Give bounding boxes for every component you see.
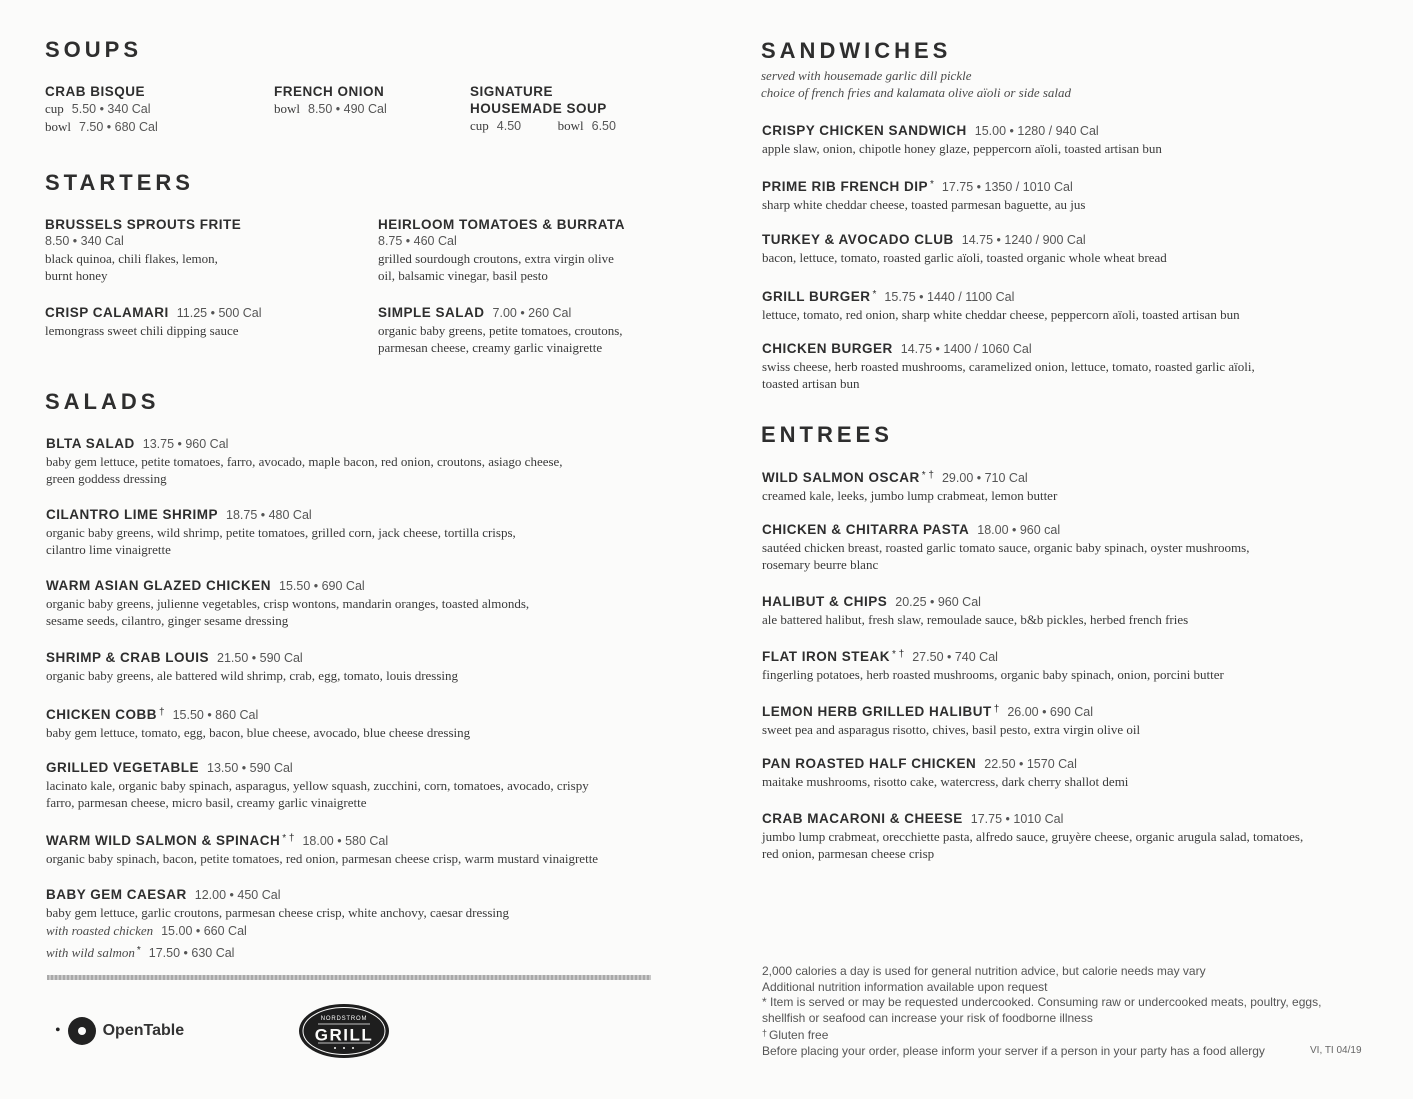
- item-description: black quinoa, chili flakes, lemon,: [45, 251, 218, 266]
- item-description: lacinato kale, organic baby spinach, asparagus, yellow squash, zucchini, corn, tomatoes, avocado, crispy: [46, 778, 589, 793]
- item-name: CRISP CALAMARI: [45, 305, 169, 320]
- item-description: sesame seeds, cilantro, ginger sesame dressing: [46, 613, 289, 628]
- menu-item-brussels: [45, 216, 241, 284]
- item-price: 29.00 • 710 Cal: [941, 471, 1028, 485]
- menu-item-chitarra-pasta: [762, 521, 1249, 573]
- size-label: bowl: [45, 119, 71, 134]
- item-price: 8.50 • 490 Cal: [308, 102, 387, 116]
- item-name: CRISPY CHICKEN SANDWICH: [762, 123, 967, 138]
- item-name: CILANTRO LIME SHRIMP: [46, 507, 218, 522]
- menu-item-grilled-vegetable: [46, 759, 589, 811]
- item-description: baby gem lettuce, petite tomatoes, farro, avocado, maple bacon, red onion, croutons, asiago cheese,: [46, 454, 563, 469]
- grill-badge-icon: [298, 1003, 390, 1059]
- item-price: 22.50 • 1570 Cal: [984, 757, 1077, 771]
- item-name: BRUSSELS SPROUTS FRITE: [45, 217, 242, 232]
- item-name: PRIME RIB FRENCH DIP: [762, 179, 929, 194]
- item-description: cilantro lime vinaigrette: [46, 542, 171, 557]
- menu-item-half-chicken: [762, 755, 1128, 790]
- item-description: ale battered halibut, fresh slaw, remoulade sauce, b&b pickles, herbed french fries: [762, 612, 1189, 627]
- option-label: with roasted chicken: [46, 923, 154, 938]
- footnote-line: Gluten free: [769, 1028, 829, 1042]
- item-description: sautéed chicken breast, roasted garlic tomato sauce, organic baby spinach, oyster mushrooms,: [762, 540, 1250, 555]
- item-price: 15.50 • 860 Cal: [172, 708, 259, 722]
- item-description: burnt honey: [45, 268, 108, 283]
- footnote-line: shellfish or seafood can increase your risk of foodborne illness: [762, 1010, 1093, 1025]
- item-description: farro, parmesan cheese, micro basil, creamy garlic vinaigrette: [46, 795, 367, 810]
- gluten-free-mark: †: [993, 704, 1000, 715]
- item-name: BLTA SALAD: [46, 436, 135, 451]
- item-description: sharp white cheddar cheese, toasted parmesan baguette, au jus: [762, 197, 1086, 212]
- subtitle-line: choice of french fries and kalamata olive aïoli or side salad: [761, 84, 1072, 100]
- item-price: 17.75 • 1010 Cal: [970, 812, 1064, 826]
- item-description: green goddess dressing: [46, 471, 167, 486]
- size-label: cup: [45, 101, 64, 116]
- item-description: parmesan cheese, creamy garlic vinaigrette: [378, 340, 603, 355]
- size-label: bowl: [557, 118, 584, 133]
- menu-item-heirloom: [378, 216, 625, 284]
- undercooked-mark: *: [872, 289, 877, 300]
- item-description: oil, balsamic vinegar, basil pesto: [378, 268, 548, 283]
- item-name: WARM ASIAN GLAZED CHICKEN: [46, 578, 271, 593]
- item-name: CHICKEN COBB: [46, 707, 158, 722]
- item-name: CRAB BISQUE: [45, 84, 146, 99]
- item-price: 8.75 • 460 Cal: [378, 234, 457, 248]
- menu-item-crab-louis: [46, 649, 458, 684]
- starters-heading: STARTERS: [45, 170, 194, 195]
- menu-item-calamari: [45, 304, 262, 339]
- item-name: GRILL BURGER: [762, 289, 871, 304]
- nordstrom-grill-logo: [298, 1003, 390, 1059]
- menu-item-turkey-club: [762, 231, 1167, 266]
- item-description: jumbo lump crabmeat, orecchiette pasta, alfredo sauce, gruyère cheese, organic arugula salad, tomatoes,: [762, 829, 1304, 844]
- menu-item-signature-soup: [470, 83, 616, 135]
- item-name: SHRIMP & CRAB LOUIS: [46, 650, 210, 665]
- item-name: HOUSEMADE SOUP: [470, 101, 607, 116]
- opentable-logo: [55, 1016, 184, 1046]
- item-description: bacon, lettuce, tomato, roasted garlic aïoli, toasted organic whole wheat bread: [762, 250, 1167, 265]
- item-name: CHICKEN & CHITARRA PASTA: [762, 522, 970, 537]
- item-price: 11.25 • 500 Cal: [176, 306, 262, 320]
- allergen-marks: * †: [282, 833, 295, 844]
- item-price: 15.00 • 1280 / 940 Cal: [974, 124, 1099, 138]
- size-label: cup: [470, 118, 489, 133]
- item-name: HEIRLOOM TOMATOES & BURRATA: [378, 217, 625, 232]
- item-price: 8.50 • 340 Cal: [45, 234, 124, 248]
- allergen-marks: * †: [892, 649, 905, 660]
- item-description: lettuce, tomato, red onion, sharp white cheddar cheese, peppercorn aïoli, toasted artisan bun: [762, 307, 1240, 322]
- footnote-line: Additional nutrition information available upon request: [762, 979, 1048, 994]
- gluten-free-mark: †: [159, 707, 165, 718]
- item-price: 26.00 • 690 Cal: [1007, 705, 1093, 719]
- item-description: apple slaw, onion, chipotle honey glaze, peppercorn aïoli, toasted artisan bun: [762, 141, 1162, 156]
- option-price: 15.00 • 660 Cal: [161, 924, 247, 938]
- item-price: 4.50: [496, 119, 522, 133]
- menu-item-lemon-halibut: [762, 701, 1140, 738]
- opentable-wordmark: OpenTable: [102, 1022, 185, 1039]
- footnote-line: 2,000 calories a day is used for general nutrition advice, but calorie needs may vary: [762, 964, 1206, 978]
- item-price: 27.50 • 740 Cal: [912, 650, 998, 664]
- item-price: 13.75 • 960 Cal: [142, 437, 229, 451]
- menu-item-french-onion: [274, 83, 387, 118]
- item-price: 7.00 • 260 Cal: [492, 306, 572, 320]
- item-name: TURKEY & AVOCADO CLUB: [762, 232, 954, 247]
- item-description: lemongrass sweet chili dipping sauce: [45, 323, 239, 338]
- option-price: 17.50 • 630 Cal: [148, 946, 235, 960]
- item-description: swiss cheese, herb roasted mushrooms, caramelized onion, lettuce, tomato, roasted garlic aïoli,: [762, 359, 1255, 374]
- menu-item-blta: [46, 435, 563, 487]
- salads-heading: SALADS: [45, 389, 160, 414]
- item-description: organic baby spinach, bacon, petite tomatoes, red onion, parmesan cheese crisp, warm mustard vinaigrette: [46, 851, 599, 866]
- item-description: red onion, parmesan cheese crisp: [762, 846, 935, 861]
- option-label: with wild salmon: [46, 945, 135, 960]
- menu-item-chicken-burger: [762, 340, 1255, 392]
- item-name: FRENCH ONION: [274, 84, 385, 99]
- item-price: 14.75 • 1240 / 900 Cal: [961, 233, 1086, 247]
- item-description: organic baby greens, ale battered wild shrimp, crab, egg, tomato, louis dressing: [46, 668, 459, 683]
- grill-main-text: GRILL: [314, 1025, 374, 1045]
- footnote-line: Before placing your order, please inform your server if a person in your party has a food allergy: [762, 1043, 1265, 1058]
- item-description: baby gem lettuce, garlic croutons, parmesan cheese crisp, white anchovy, caesar dressing: [46, 905, 510, 920]
- subtitle-line: served with housemade garlic dill pickle: [761, 68, 972, 83]
- allergen-marks: * †: [921, 470, 934, 481]
- menu-item-halibut-chips: [762, 593, 1188, 628]
- menu-item-salmon-oscar: [762, 467, 1057, 504]
- menu-item-salmon-spinach: [46, 830, 598, 867]
- menu-item-chicken-cobb: [46, 704, 470, 741]
- item-description: creamed kale, leeks, jumbo lump crabmeat, lemon butter: [762, 488, 1058, 503]
- item-price: 20.25 • 960 Cal: [895, 595, 981, 609]
- item-description: fingerling potatoes, herb roasted mushrooms, organic baby spinach, onion, porcini butter: [762, 667, 1224, 682]
- item-price: 15.50 • 690 Cal: [279, 579, 365, 593]
- item-name: GRILLED VEGETABLE: [46, 760, 200, 775]
- item-name: BABY GEM CAESAR: [46, 887, 187, 902]
- menu-item-grill-burger: [762, 286, 1240, 323]
- menu-item-flat-iron: [762, 646, 1224, 683]
- entrees-heading: ENTREES: [761, 422, 893, 447]
- item-price: 12.00 • 450 Cal: [194, 888, 281, 902]
- menu-item-crispy-chicken: [762, 122, 1162, 157]
- item-name: WILD SALMON OSCAR: [762, 470, 920, 485]
- size-label: bowl: [274, 101, 300, 116]
- menu-item-cilantro-shrimp: [46, 506, 516, 558]
- item-description: rosemary beurre blanc: [762, 557, 879, 572]
- menu-item-caesar: [46, 886, 509, 963]
- item-price: 18.00 • 960 cal: [977, 523, 1061, 537]
- menu-item-crab-bisque: [45, 83, 158, 136]
- item-name: CHICKEN BURGER: [762, 341, 893, 356]
- item-description: organic baby greens, petite tomatoes, croutons,: [378, 323, 623, 338]
- item-price: 5.50 • 340 Cal: [71, 102, 151, 116]
- item-name: PAN ROASTED HALF CHICKEN: [762, 756, 977, 771]
- item-name: SIGNATURE: [470, 84, 554, 99]
- item-description: maitake mushrooms, risotto cake, watercress, dark cherry shallot demi: [762, 774, 1129, 789]
- section-divider: [47, 975, 651, 980]
- item-name: FLAT IRON STEAK: [762, 649, 890, 664]
- menu-item-simple-salad: [378, 304, 623, 356]
- opentable-circle-icon: [67, 1016, 97, 1046]
- item-price: 17.75 • 1350 / 1010 Cal: [941, 180, 1073, 194]
- item-name: SIMPLE SALAD: [378, 305, 485, 320]
- item-price: 7.50 • 680 Cal: [79, 120, 158, 134]
- item-description: sweet pea and asparagus risotto, chives, basil pesto, extra virgin olive oil: [762, 722, 1141, 737]
- item-description: organic baby greens, wild shrimp, petite tomatoes, grilled corn, jack cheese, tortilla crisps,: [46, 525, 516, 540]
- item-name: WARM WILD SALMON & SPINACH: [46, 833, 281, 848]
- menu-item-prime-rib: [762, 176, 1085, 213]
- gluten-free-mark: †: [762, 1028, 768, 1038]
- item-price: 14.75 • 1400 / 1060 Cal: [900, 342, 1032, 356]
- undercooked-mark: *: [930, 179, 934, 190]
- item-price: 15.75 • 1440 / 1100 Cal: [884, 290, 1015, 304]
- opentable-dot-icon: •: [55, 1022, 61, 1039]
- item-price: 18.00 • 580 Cal: [302, 834, 389, 848]
- item-price: 21.50 • 590 Cal: [217, 651, 303, 665]
- item-price: 13.50 • 590 Cal: [207, 761, 293, 775]
- grill-top-text: NORDSTROM: [320, 1016, 368, 1022]
- menu-version-code: VI, TI 04/19: [1310, 1045, 1362, 1056]
- footnote-line: * Item is served or may be requested undercooked. Consuming raw or undercooked meats, poultry, eggs,: [762, 995, 1322, 1009]
- item-description: toasted artisan bun: [762, 376, 860, 391]
- menu-item-asian-chicken: [46, 577, 529, 629]
- item-description: organic baby greens, julienne vegetables, crisp wontons, mandarin oranges, toasted almonds,: [46, 596, 530, 611]
- item-name: HALIBUT & CHIPS: [762, 594, 888, 609]
- item-name: LEMON HERB GRILLED HALIBUT: [762, 704, 992, 719]
- item-description: baby gem lettuce, tomato, egg, bacon, blue cheese, avocado, blue cheese dressing: [46, 725, 471, 740]
- sandwiches-subtitle: [761, 68, 1071, 101]
- item-description: grilled sourdough croutons, extra virgin olive: [378, 251, 614, 266]
- footnotes: [762, 964, 1382, 1059]
- item-name: CRAB MACARONI & CHEESE: [762, 811, 963, 826]
- item-price: 18.75 • 480 Cal: [226, 508, 312, 522]
- sandwiches-heading: SANDWICHES: [761, 38, 952, 63]
- soups-heading: SOUPS: [45, 37, 143, 62]
- undercooked-mark: *: [136, 945, 141, 956]
- item-price: 6.50: [591, 119, 616, 133]
- menu-item-crab-mac: [762, 810, 1303, 862]
